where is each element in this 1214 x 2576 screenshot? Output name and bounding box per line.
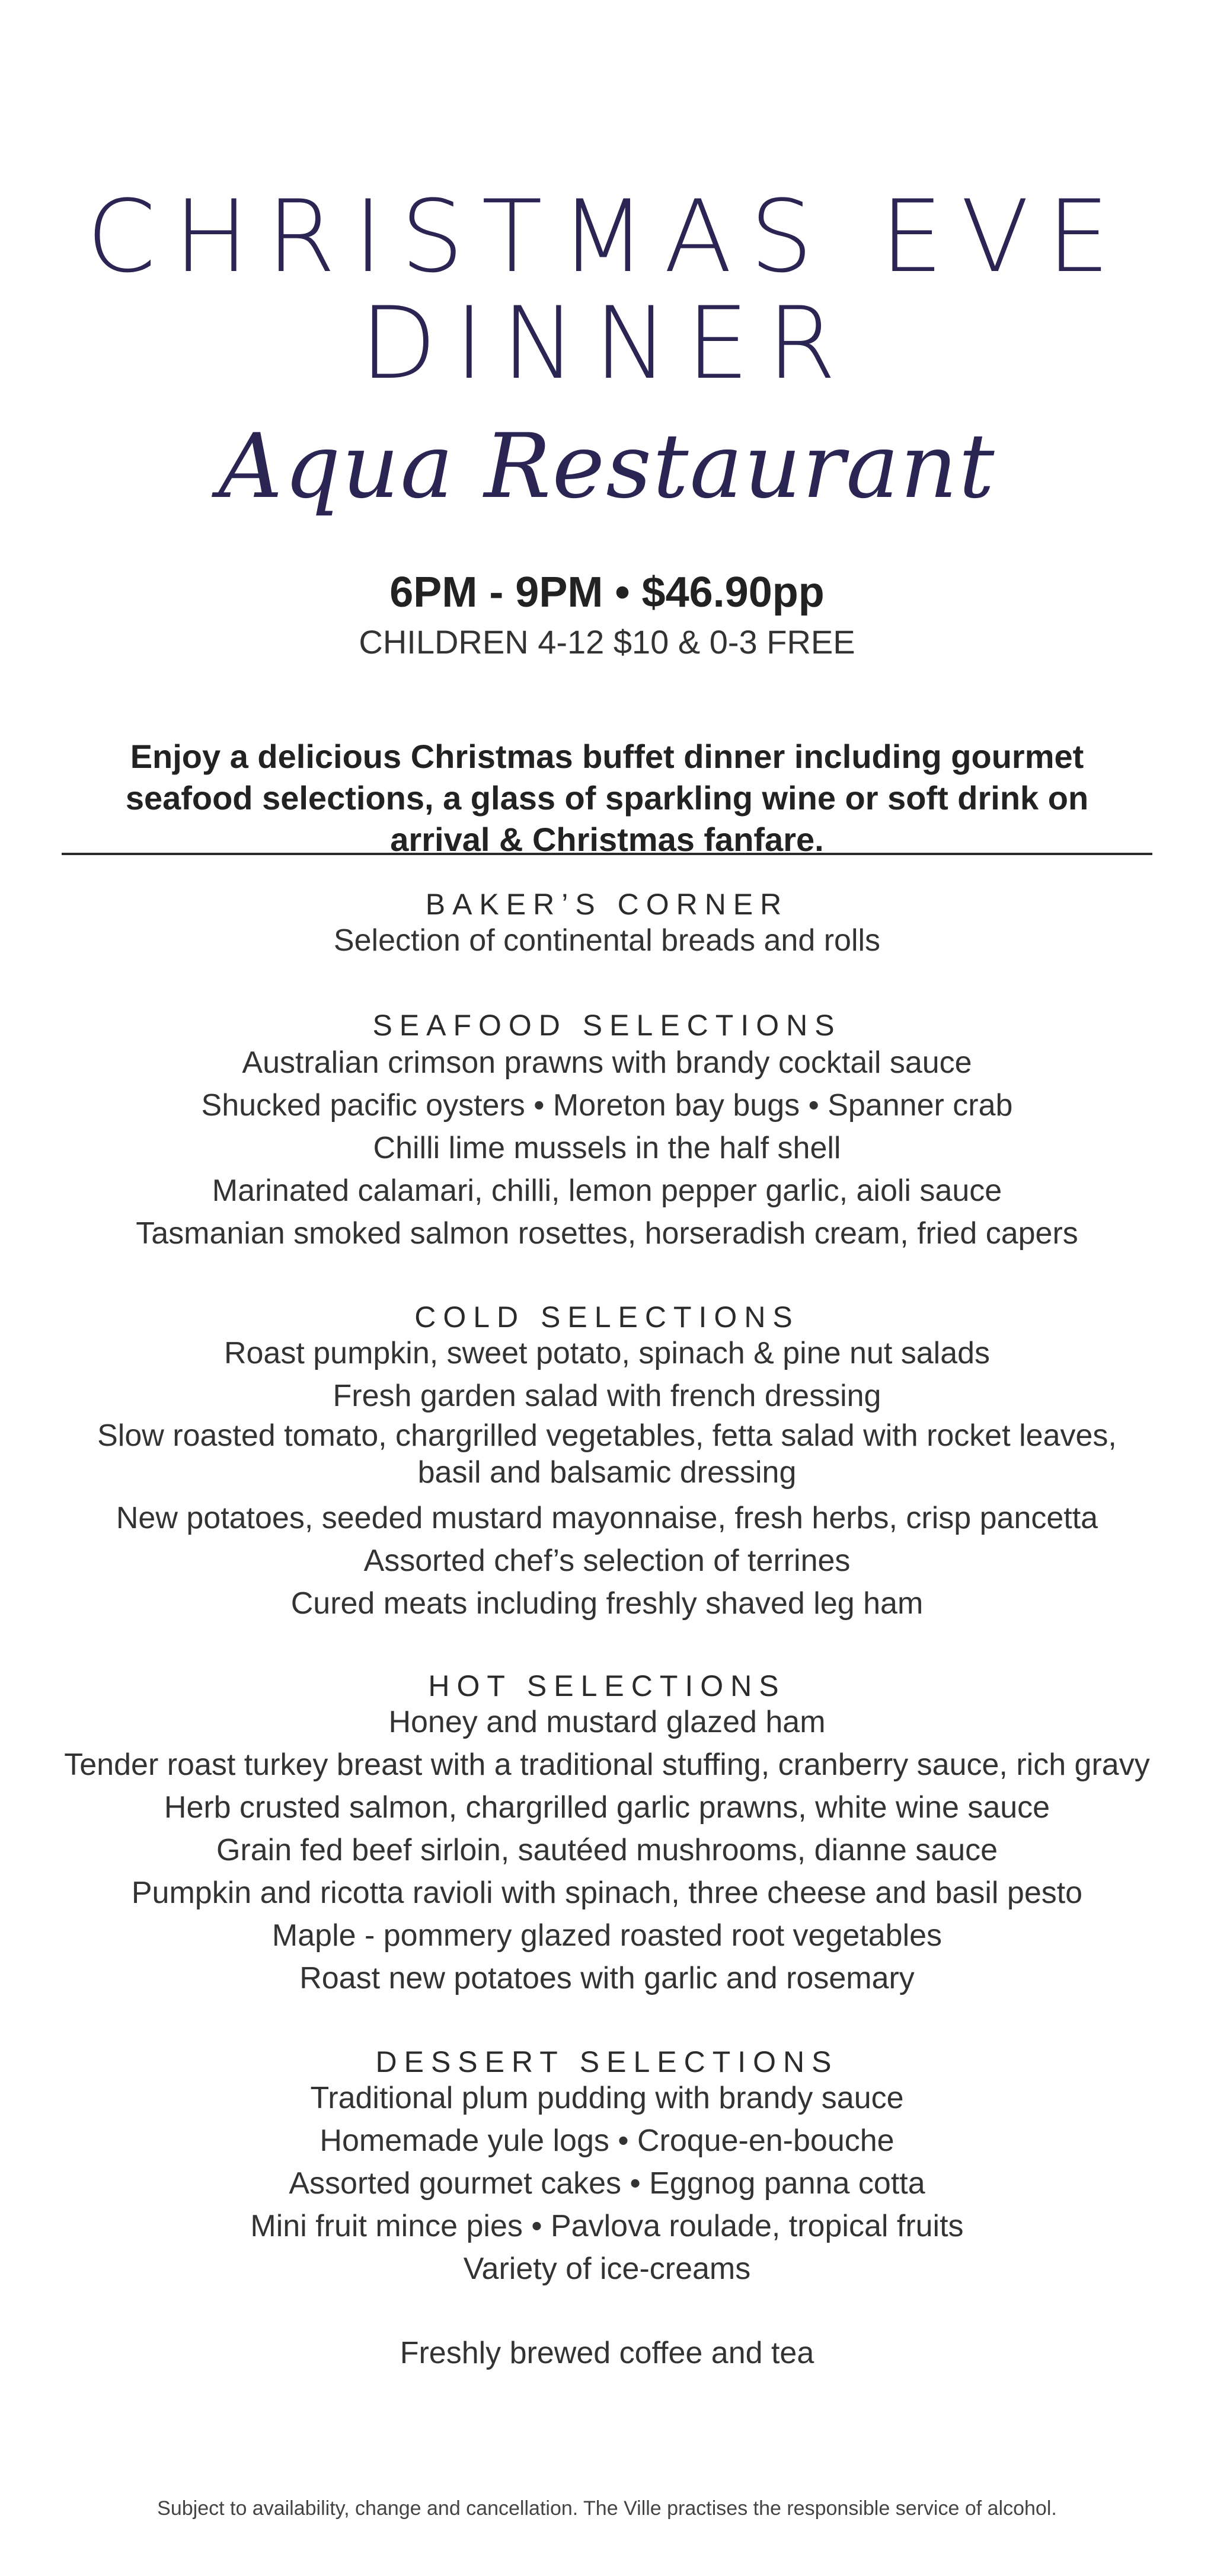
menu-item: Australian crimson prawns with brandy cocktail sauce	[242, 1045, 972, 1080]
menu-item: Marinated calamari, chilli, lemon pepper garlic, aioli sauce	[212, 1174, 1002, 1208]
closing-item: Freshly brewed coffee and tea	[400, 2336, 814, 2370]
footer-disclaimer: Subject to availability, change and cancellation. The Ville practises the responsible service of alcohol.	[157, 2497, 1057, 2520]
restaurant-name: Aqua Restaurant	[218, 415, 996, 518]
menu-item: Honey and mustard glazed ham	[388, 1705, 826, 1739]
bakers-corner-list	[0, 919, 1214, 962]
section-heading-bakers-corner: BAKER’S CORNER	[425, 888, 789, 921]
menu-item: Grain fed beef sirloin, sautéed mushrooms, dianne sauce	[216, 1833, 998, 1867]
menu-item: Fresh garden salad with french dressing	[333, 1379, 881, 1413]
menu-item: Roast new potatoes with garlic and rosemary	[299, 1961, 915, 1995]
section-heading-dessert: DESSERT SELECTIONS	[375, 2045, 839, 2078]
menu-item: Shucked pacific oysters • Moreton bay bugs • Spanner crab	[201, 1088, 1013, 1123]
menu-item: Variety of ice-creams	[463, 2252, 751, 2286]
menu-item: Roast pumpkin, sweet potato, spinach & pine nut salads	[223, 1336, 991, 1370]
menu-item: Herb crusted salmon, chargrilled garlic prawns, white wine sauce	[164, 1790, 1050, 1825]
section-heading-hot: HOT SELECTIONS	[428, 1669, 786, 1703]
menu-item: Traditional plum pudding with brandy sauce	[310, 2081, 904, 2115]
menu-item: Chilli lime mussels in the half shell	[373, 1131, 841, 1165]
children-pricing: CHILDREN 4-12 $10 & 0-3 FREE	[359, 623, 855, 661]
page-title-line-2: DINNER	[360, 285, 854, 401]
dessert-list	[0, 2077, 1214, 2290]
hot-list	[0, 1701, 1214, 2000]
menu-item: Selection of continental breads and rolls	[333, 923, 881, 958]
menu-item: Tender roast turkey breast with a traditional stuffing, cranberry sauce, rich gravy	[64, 1748, 1150, 1782]
time-and-price: 6PM - 9PM • $46.90pp	[389, 569, 825, 616]
menu-item: Pumpkin and ricotta ravioli with spinach, three cheese and basil pesto	[131, 1876, 1083, 1910]
intro-text: Enjoy a delicious Christmas buffet dinner including gourmet seafood selections, a glass of sparkling wine or soft drink on arrival & Christmas fanfare.	[125, 738, 1089, 858]
section-heading-cold: COLD SELECTIONS	[414, 1300, 800, 1334]
menu-item: Tasmanian smoked salmon rosettes, horseradish cream, fried capers	[136, 1216, 1078, 1251]
cold-list	[0, 1332, 1214, 1625]
menu-item: Homemade yule logs • Croque-en-bouche	[320, 2124, 894, 2158]
menu-item: Assorted chef’s selection of terrines	[363, 1544, 851, 1578]
section-divider	[62, 853, 1152, 855]
menu-item: Mini fruit mince pies • Pavlova roulade, tropical fruits	[250, 2209, 964, 2243]
section-heading-seafood: SEAFOOD SELECTIONS	[372, 1009, 842, 1042]
menu-item: Slow roasted tomato, chargrilled vegetables, fetta salad with rocket leaves, basil and balsamic dressing	[97, 1418, 1117, 1490]
menu-item: Cured meats including freshly shaved leg ham	[290, 1586, 924, 1621]
menu-item: Maple - pommery glazed roasted root vegetables	[271, 1918, 943, 1953]
seafood-list	[0, 1041, 1214, 1255]
menu-item: Assorted gourmet cakes • Eggnog panna cotta	[289, 2166, 925, 2201]
menu-item: New potatoes, seeded mustard mayonnaise, fresh herbs, crisp pancetta	[116, 1501, 1098, 1535]
page-title-line-1: CHRISTMAS EVE	[86, 178, 1128, 295]
